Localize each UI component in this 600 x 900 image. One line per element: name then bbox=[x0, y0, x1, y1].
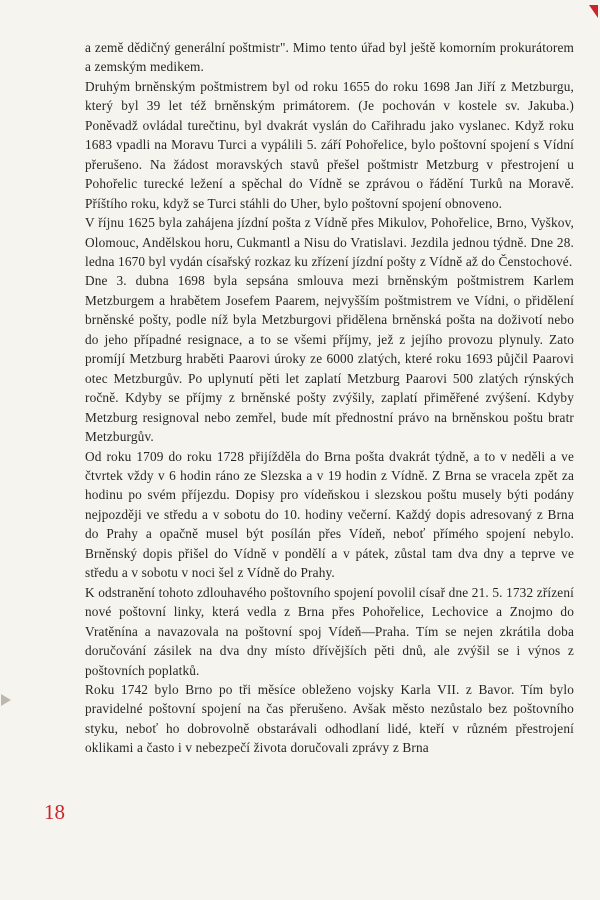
red-corner-arrow-icon bbox=[589, 5, 598, 18]
paragraph: K odstranění tohoto zdlouhavého poštovního spojení povolil císař dne 21. 5. 1732 zřízení nové poštovní linky, která vedla z Brna přes Pohořelice, Lechovice a Znojmo do Vratěnína a navazovala na poštovní spoj Vídeň—Praha. Tím se nejen zkrátila doba doručování zásilek na dva dny místo dřívějších pěti dnů, ale zvýšil se i výnos z poštovních poplatků. bbox=[85, 584, 574, 678]
gray-edge-arrow-icon bbox=[1, 694, 11, 706]
paragraph: Dne 3. dubna 1698 byla sepsána smlouva mezi brněnským poštmistrem Karlem Metzburgem a hrabětem Josefem Paarem, nejvyšším poštmistrem ve Vídni, o přidělení brněnské pošty, podle níž byla Metzburgovi přidělena brněnská pošta na doživotí nebo do jeho případné resignace, a to se všemi příjmy, jež z jejího provozu plynuly. Zato promíjí Metzburg hraběti Paarovi úroky ze 6000 zlatých, které roku 1693 půjčil Paarovi otec Metzburgův. Po uplynutí pěti let zaplatí Metzburg Paarovi 500 zlatých rýnských ročně. Kdyby se příjmy z brněnské pošty zvýšily, zaplatí přiměřené zvýšení. Kdyby Metzburg resignoval nebo zemřel, bude mít přednostní právo na brněnskou poštu bratr Metzburgův. bbox=[85, 273, 574, 445]
paragraph: V říjnu 1625 byla zahájena jízdní pošta z Vídně přes Mikulov, Pohořelice, Brno, Vyškov, Olomouc, Andělskou horu, Cukmantl a Nisu do Vratislavi. Jezdila jednou týdně. Dne 28. ledna 1670 byl vydán císařský rozkaz ku zřízení jízdní pošty z Vídně až do Čenstochové. bbox=[85, 215, 574, 269]
paragraph: a země dědičný generální poštmistr". Mimo tento úřad byl ještě komorním prokurátorem a zemským medikem. bbox=[85, 40, 574, 75]
paragraph: Druhým brněnským poštmistrem byl od roku 1655 do roku 1698 Jan Jiří z Metzburgu, který byl 39 let též brněnským primátorem. (Je pochován v kostele sv. Jakuba.) Poněvadž ovládal turečtinu, byl dvakrát vyslán do Cařihradu jako vyslanec. Když roku 1683 vpadli na Moravu Turci a vypálili 5. září Pohořelice, bylo poštovní spojení s Vídní přerušeno. Na žádost moravských stavů přešel poštmistr Metzburg v přestrojení u Pohořelic turecké ležení a spěchal do Vídně se zprávou o řádění Turků na Moravě. Příštího roku, když se Turci stáhli do Uher, bylo poštovní spojení obnoveno. bbox=[85, 78, 574, 211]
page-text bbox=[85, 38, 574, 758]
page-number: 18 bbox=[44, 800, 65, 824]
paragraph: Roku 1742 bylo Brno po tři měsíce obleženo vojsky Karla VII. z Bavor. Tím bylo pravidelné poštovní spojení na čas přerušeno. Avšak město nezůstalo bez poštovního styku, neboť ho dobrovolně obstarávali odhodlaní lidé, kteří v různém přestrojení oklikami a často i v nebezpečí života doručovali zprávy z Brna bbox=[85, 681, 574, 756]
paragraph: Od roku 1709 do roku 1728 přijížděla do Brna pošta dvakrát týdně, a to v neděli a ve čtvrtek vždy v 6 hodin ráno ze Slezska a v 19 hodin z Vídně. Z Brna se vracela zpět za hodinu po svém příjezdu. Dopisy pro vídeňskou i slezskou poštu musely býti podány nejpozději ve středu a v sobotu do 10. hodiny večerní. Každý dopis adresovaný z Brna do Prahy a opačně musel být posílán přes Vídeň, neboť přímého spojení nebylo. Brněnský dopis přišel do Vídně v pondělí a v pátek, zůstal tam dva dny a teprve ve středu a v sobotu v noci šel z Vídně do Prahy. bbox=[85, 448, 574, 581]
